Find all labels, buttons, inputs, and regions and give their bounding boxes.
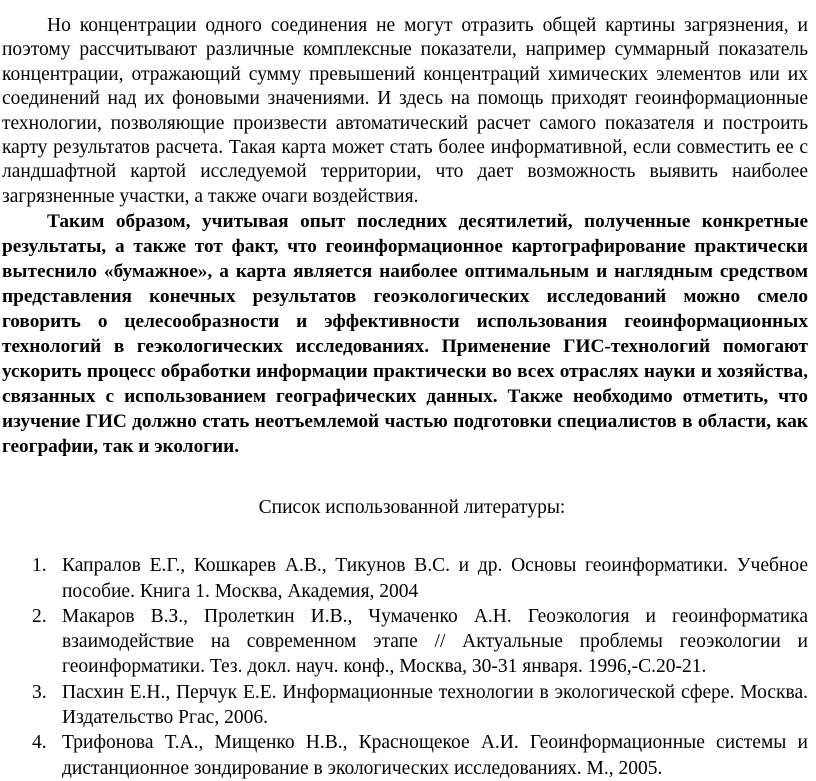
reference-number: 4.: [32, 732, 47, 754]
reference-item: [2, 680, 808, 731]
reference-text: Пасхин Е.Н., Перчук Е.Е. Информационные технологии в экологической сфере. Москва. Издательство Ргас, 2006.: [62, 681, 808, 729]
references-list: [2, 553, 808, 781]
reference-item: [2, 604, 808, 680]
paragraph-conclusion: Таким образом, учитывая опыт последних десятилетий, полученные конкретные результаты, а также тот факт, что геоинформационное картографирование практически вытеснило «бумажное», а карта является наиболее оптимальным и наглядным средством представления конечных результатов геоэкологических исследований можно смело говорить о целесообразности и эффективности использования геоинформационных технологий в геэкологических исследованиях. Применение ГИС-технологий помогают ускорить процесс обработки информации практически во всех отраслях науки и хозяйства, связанных с использованием географических данных. Также необходимо отметить, что изучение ГИС должно стать неотъемлемой частью подготовки специалистов в области, как географии, так и экологии.: [2, 211, 808, 458]
reference-number: 2.: [32, 605, 47, 627]
references-title: Список использованной литературы:: [258, 497, 566, 519]
reference-number: 1.: [32, 555, 47, 577]
reference-text: Макаров В.З., Пролеткин И.В., Чумаченко А.Н. Геоэкология и геоинформатика взаимодействие на современном этапе // Актуальные проблемы геоэкологии и геоинформатики. Тез. докл. науч. конф., Москва, 30-31 января. 1996,-С.20-21.: [62, 605, 808, 678]
reference-item: [2, 553, 808, 604]
reference-number: 3.: [32, 681, 47, 703]
paragraph-pollution-indicators: Но концентрации одного соединения не могут отразить общей картины загрязнения, и поэтому рассчитывают различные комплексные показатели, например суммарный показатель концентрации, отражающий сумму превышений концентраций химических элементов или их соединений над их фоновыми значениями. И здесь на помощь приходят геоинформационные технологии, позволяющие произвести автоматический расчет самого показателя и построить карту результатов расчета. Такая карта может стать более информативной, если совместить ее с ландшафтной картой исследуемой территории, что дает возможность выявить наиболее загрязненные участки, а также очаги воздействия.: [2, 15, 808, 207]
reference-text: Трифонова Т.А., Мищенко Н.В., Краснощекое А.И. Геоинформационные системы и дистанционное зондирование в экологических исследованиях. М., 2005.: [62, 732, 808, 779]
reference-item: [2, 730, 808, 781]
reference-text: Капралов Е.Г., Кошкарев А.В., Тикунов В.С. и др. Основы геоинформатики. Учебное пособие. Книга 1. Москва, Академия, 2004: [62, 555, 808, 602]
